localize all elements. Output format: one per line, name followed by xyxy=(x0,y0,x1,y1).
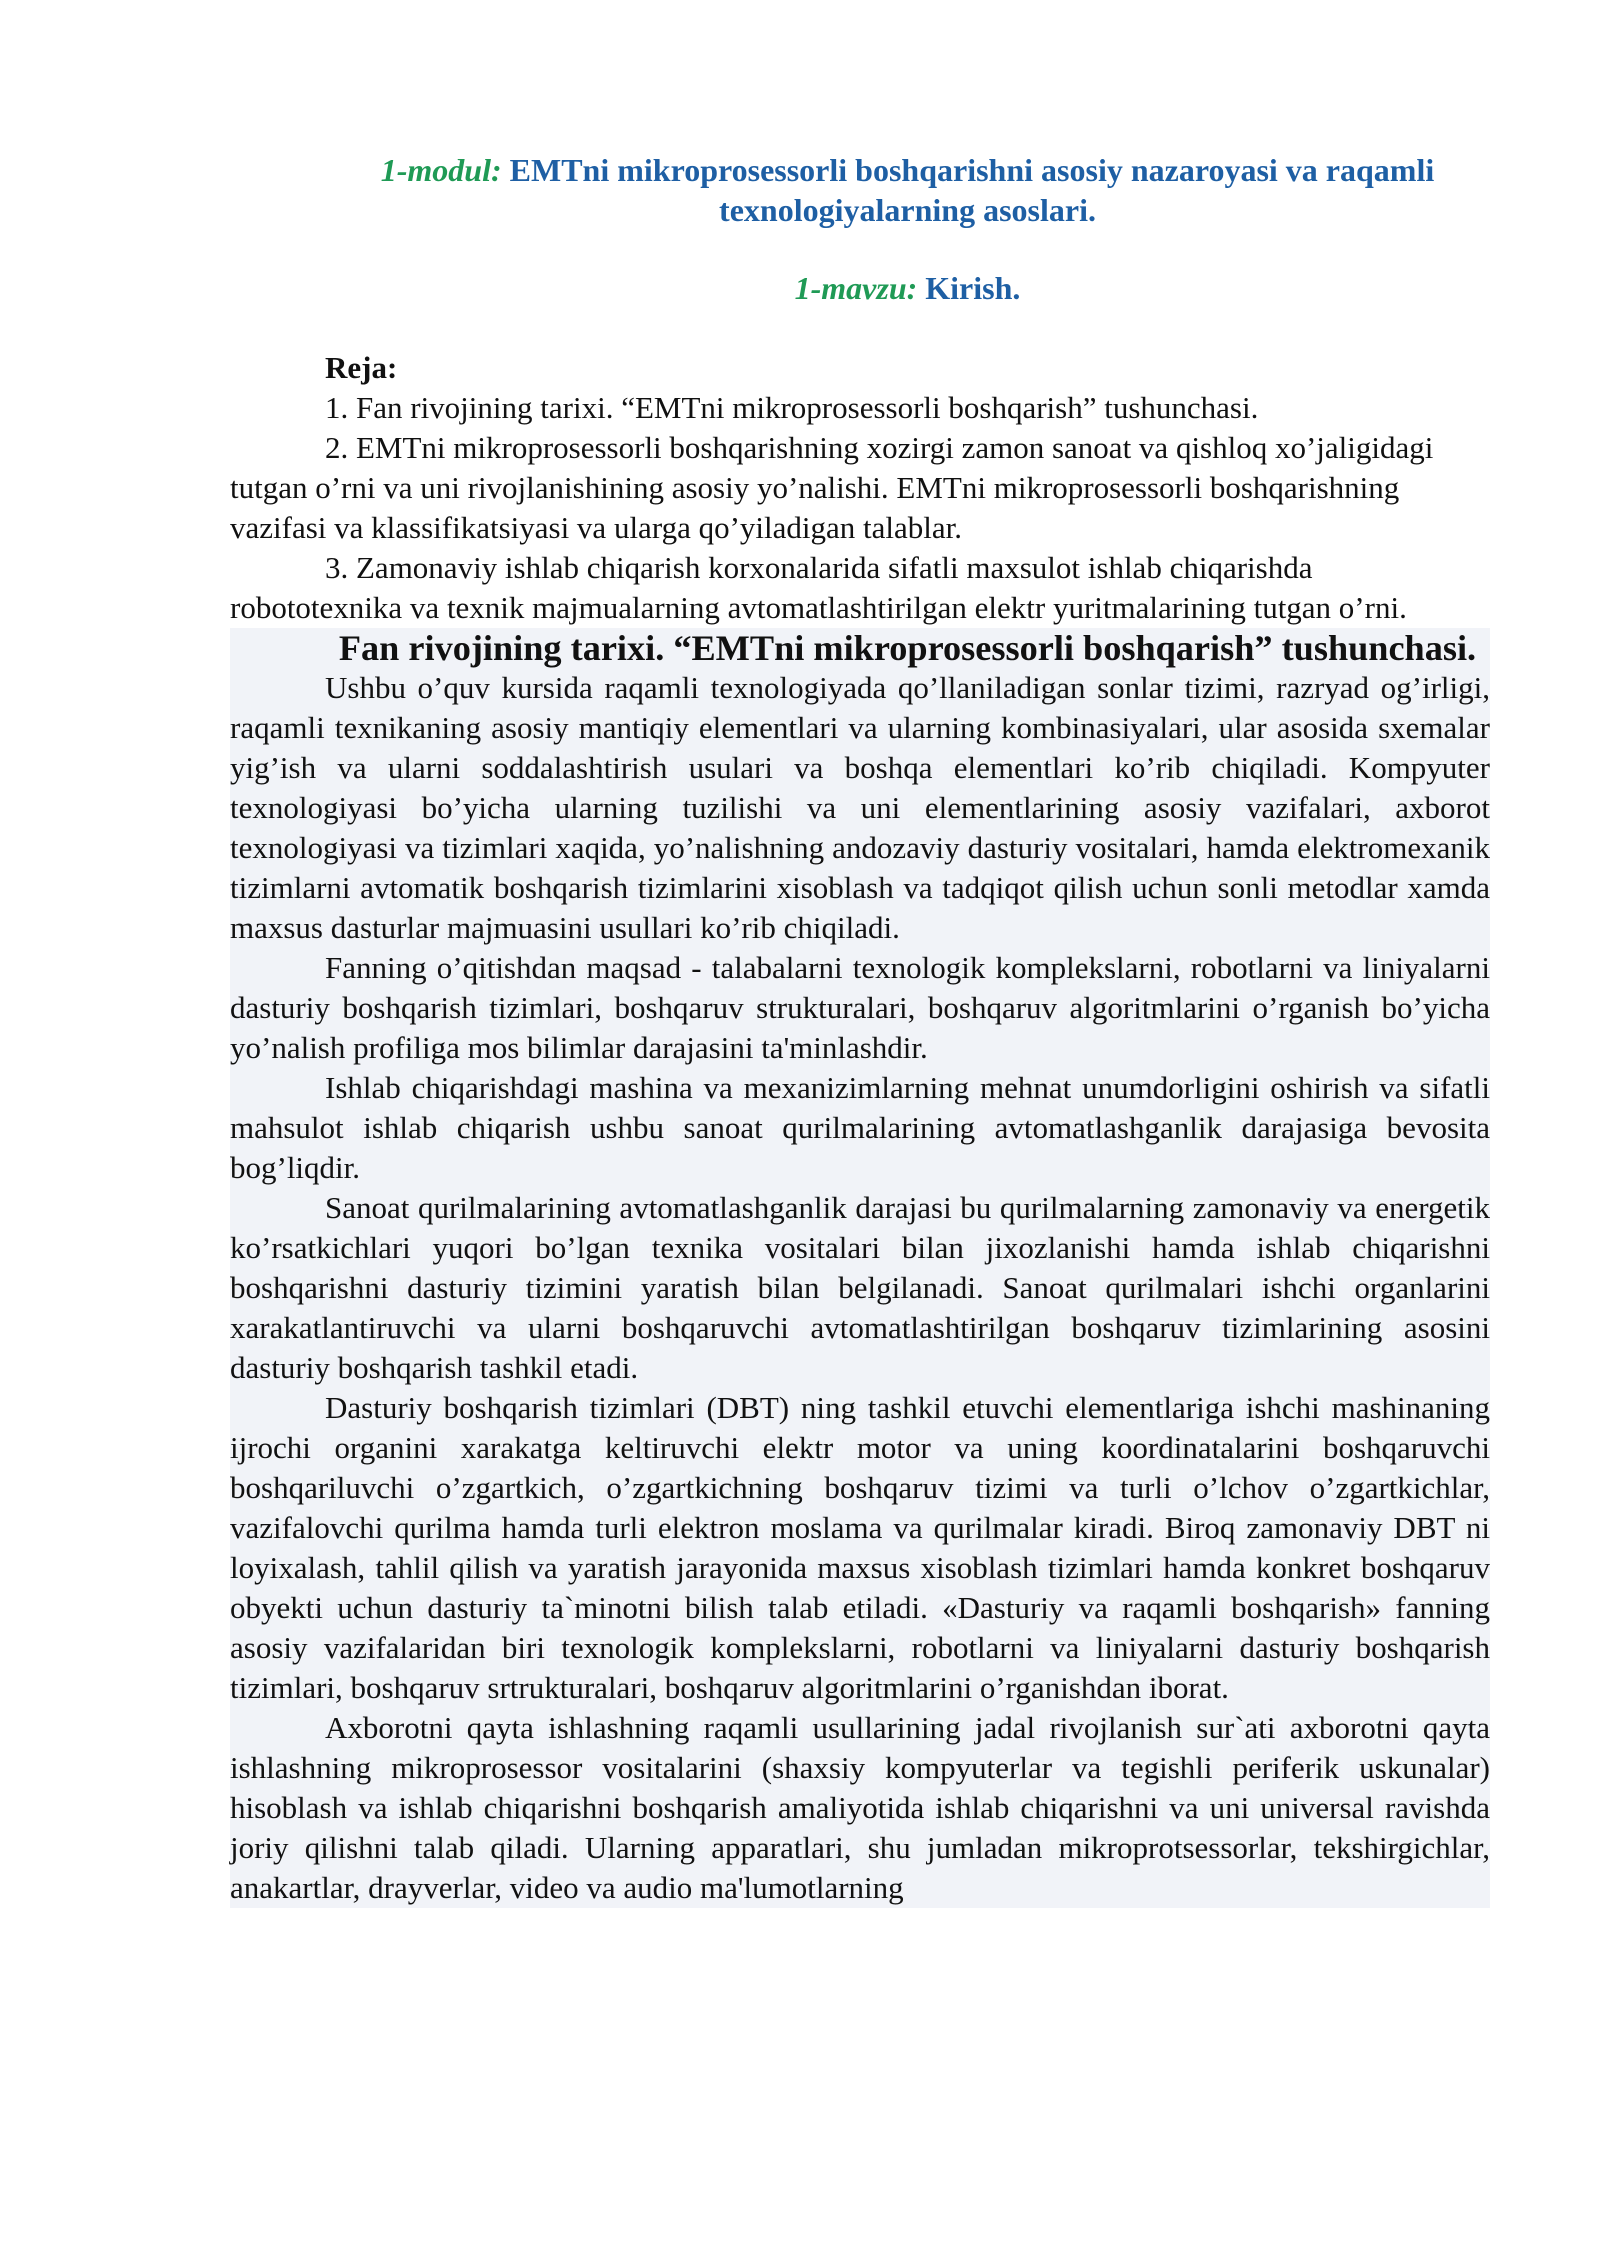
plan-item: 1. Fan rivojining tarixi. “EMTni mikroprosessorli boshqarish” tushunchasi. xyxy=(325,390,1259,425)
section-body xyxy=(230,628,1490,1908)
module-title-line1: EMTni mikroprosessorli boshqarishni asosiy nazaroyasi va raqamli xyxy=(509,152,1435,188)
module-title xyxy=(230,150,1490,230)
paragraph: Ushbu o’quv kursida raqamli texnologiyada qo’llaniladigan sonlar tizimi, razryad og’irligi, raqamli texnikaning asosiy mantiqiy elementlari va ularning kombinasiyalari, ular asosida sxemalar yig’ish va ularni soddalashtirish usulari va boshqa elementlari ko’rib chiqiladi. Kompyuter texnologiyasi bo’yicha ularning tuzilishi va uni elementlarining asosiy vazifalari, axborot texnologiyasi va tizimlari xaqida, yo’nalishning andozaviy dasturiy vositalari, hamda elektromexanik tizimlarni avtomatik boshqarish tizimlarini xisoblash va tadqiqot qilish uchun sonli metodlar xamda maxsus dasturlar majmuasini usullari ko’rib chiqiladi. xyxy=(230,670,1490,945)
paragraph: Dasturiy boshqarish tizimlari (DBT) ning tashkil etuvchi elementlariga ishchi mashinaning ijrochi organini xarakatga keltiruvchi elektr motor va uning koordinatalarini boshqaruvchi boshqariluvchi o’zgartkich, o’zgartkichning boshqaruv tizimi va turli o’lchov o’zgartkichlar, vazifalovchi qurilma hamda turli elektron moslama va qurilmalar kiradi. Biroq zamonaviy DBT ni loyixalash, tahlil qilish va yaratish jarayonida maxsus xisoblash tizimlari hamda konkret boshqaruv obyekti uchun dasturiy ta`minotni bilish talab etiladi. «Dasturiy va raqamli boshqarish» fanning asosiy vazifalaridan biri texnologik komplekslarni, robotlarni va liniyalarni dasturiy boshqarish tizimlari, boshqaruv srtrukturalari, boshqaruv algoritmlarini o’rganishdan iborat. xyxy=(230,1390,1490,1705)
topic-label: 1-mavzu: xyxy=(794,270,918,306)
plan-heading: Reja: xyxy=(325,350,398,385)
document-page xyxy=(230,150,1490,1908)
paragraph: Fanning o’qitishdan maqsad - talabalarni texnologik komplekslarni, robotlarni va liniyalarni dasturiy boshqarish tizimlari, boshqaruv strukturalari, boshqaruv algoritmlarini o’rganish bo’yicha yo’nalish profiliga mos bilimlar darajasini ta'minlashdir. xyxy=(230,950,1490,1065)
topic-name: Kirish. xyxy=(925,270,1021,306)
module-label: 1-modul: xyxy=(380,152,502,188)
plan-list xyxy=(230,388,1490,628)
module-title-line2: texnologiyalarning asoslari. xyxy=(719,192,1096,228)
paragraph: Ishlab chiqarishdagi mashina va mexanizimlarning mehnat unumdorligini oshirish va sifatli mahsulot ishlab chiqarish ushbu sanoat qurilmalarining avtomatlashganlik darajasiga bevosita bog’liqdir. xyxy=(230,1070,1490,1185)
paragraph: Sanoat qurilmalarining avtomatlashganlik darajasi bu qurilmalarning zamonaviy va energetik ko’rsatkichlari yuqori bo’lgan texnika vositalari bilan jixozlanishi hamda ishlab chiqarishni boshqarishni dasturiy tizimini yaratish bilan belgilanadi. Sanoat qurilmalari ishchi organlarini xarakatlantiruvchi va ularni boshqaruvchi avtomatlashtirilgan boshqaruv tizimlarining asosini dasturiy boshqarish tashkil etadi. xyxy=(230,1190,1490,1385)
section-heading: Fan rivojining tarixi. “EMTni mikroprosessorli boshqarish” tushunchasi. xyxy=(338,628,1477,668)
topic-title xyxy=(230,268,1490,308)
plan-item: 2. EMTni mikroprosessorli boshqarishning xozirgi zamon sanoat va qishloq xo’jaligidagi tutgan o’rni va uni rivojlanishining asosiy yo’nalishi. EMTni mikroprosessorli boshqarishning vazifasi va klassifikatsiyasi va ularga qo’yiladigan talablar. xyxy=(230,430,1434,545)
paragraph: Axborotni qayta ishlashning raqamli usullarining jadal rivojlanish sur`ati axborotni qayta ishlashning mikroprosessor vositalarini (shaxsiy kompyuterlar va tegishli periferik uskunalar) hisoblash va ishlab chiqarishni boshqarish amaliyotida ishlab chiqarishni va uni universal ravishda joriy qilishni talab qiladi. Ularning apparatlari, shu jumladan mikroprotsessorlar, tekshirgichlar, anakartlar, drayverlar, video va audio ma'lumotlarning xyxy=(230,1710,1490,1905)
plan-item: 3. Zamonaviy ishlab chiqarish korxonalarida sifatli maxsulot ishlab chiqarishda robototexnika va texnik majmualarning avtomatlashtirilgan elektr yuritmalarining tutgan o’rni. xyxy=(230,550,1407,625)
